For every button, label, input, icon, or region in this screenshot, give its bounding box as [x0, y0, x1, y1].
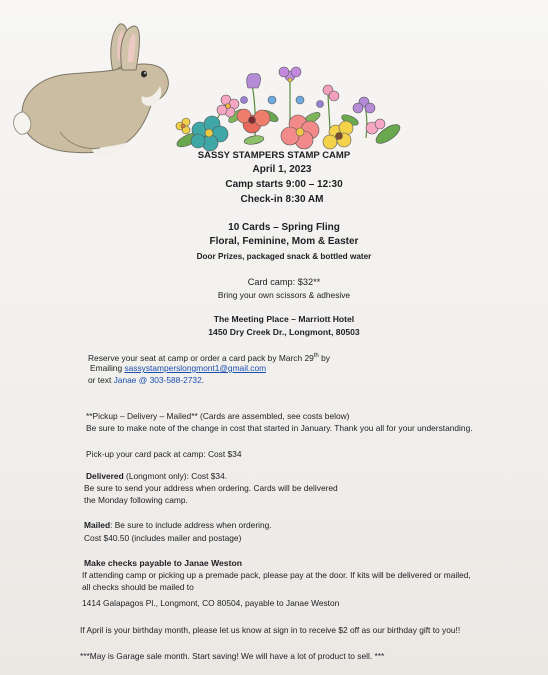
event-title: SASSY STAMPERS STAMP CAMP [197, 150, 351, 161]
mailed-label: Mailed [84, 520, 111, 530]
email-prefix: Emailing [90, 363, 125, 373]
purple-flower-icon [279, 67, 301, 82]
text-line [88, 374, 204, 386]
bring-supplies: Bring your own scissors & adhesive [217, 290, 351, 300]
checks-title: Make checks payable to Janae Weston [84, 558, 242, 568]
tulip-icon [247, 74, 261, 88]
delivered-note-1: Be sure to send your address when ordering. Cards will be delivered [84, 483, 338, 493]
email-line [90, 362, 266, 374]
text-prefix: or text [88, 375, 114, 385]
pickup-cost: Pick-up your card pack at camp: Cost $34 [86, 449, 242, 459]
checks-line-1: If attending camp or picking up a premade pack, please pay at the door. If kits will be delivered or mailed, [82, 570, 471, 580]
mailed-note: : Be sure to include address when ordering. [110, 520, 272, 530]
garage-sale-note: ***May is Garage sale month. Start saving! We will have a lot of product to sell. *** [80, 651, 385, 661]
venue-address: 1450 Dry Creek Dr., Longmont, 80503 [208, 327, 360, 337]
reserve-superscript: th [313, 353, 319, 359]
birthday-note: If April is your birthday month, please let us know at sign in to receive $2 off as our birthday gift to you!! [80, 625, 461, 635]
yellow-flower-icon [176, 118, 190, 134]
cards-extras: Door Prizes, packaged snack & bottled water [196, 252, 372, 261]
checks-address: 1414 Galapagos Pl., Longmont, CO 80504, payable to Janae Weston [82, 598, 340, 608]
event-date: April 1, 2023 [252, 164, 312, 175]
delivered-cost: (Longmont only): Cost $34. [123, 471, 228, 481]
teal-flower-icon [191, 116, 228, 151]
reserve-text-end: by [318, 352, 330, 363]
delivered-note-2: the Monday following camp. [84, 495, 188, 505]
mailed-cost: Cost $40.50 (includes mailer and postage) [84, 533, 242, 543]
email-link[interactable]: sassystamperslongmont1@gmail.com [124, 363, 267, 373]
pickup-note: Be sure to make note of the change in cost that started in January. Thank you all for your understanding. [86, 423, 473, 433]
pickup-heading: **Pickup – Delivery – Mailed** (Cards are assembled, see costs below) [86, 411, 350, 421]
event-time: Camp starts 9:00 – 12:30 [225, 179, 343, 190]
cards-title: 10 Cards – Spring Fling [228, 222, 340, 233]
delivered-label: Delivered [86, 471, 124, 481]
reserve-text: Reserve your seat at camp or order a card pack by March 29 [88, 352, 314, 363]
text-suffix: . [201, 375, 205, 385]
cards-themes: Floral, Feminine, Mom & Easter [209, 236, 359, 247]
camp-cost: Card camp: $32** [247, 277, 321, 287]
daisy-icon [323, 121, 353, 149]
delivered-line [86, 470, 227, 482]
phone-contact[interactable]: Janae @ 303-588-2732 [113, 375, 202, 385]
event-checkin: Check-in 8:30 AM [240, 194, 324, 205]
red-flower-icon [237, 109, 270, 133]
checks-line-2: all checks should be mailed to [82, 582, 194, 592]
mailed-line [84, 519, 272, 531]
venue-name: The Meeting Place – Marriott Hotel [213, 314, 355, 324]
